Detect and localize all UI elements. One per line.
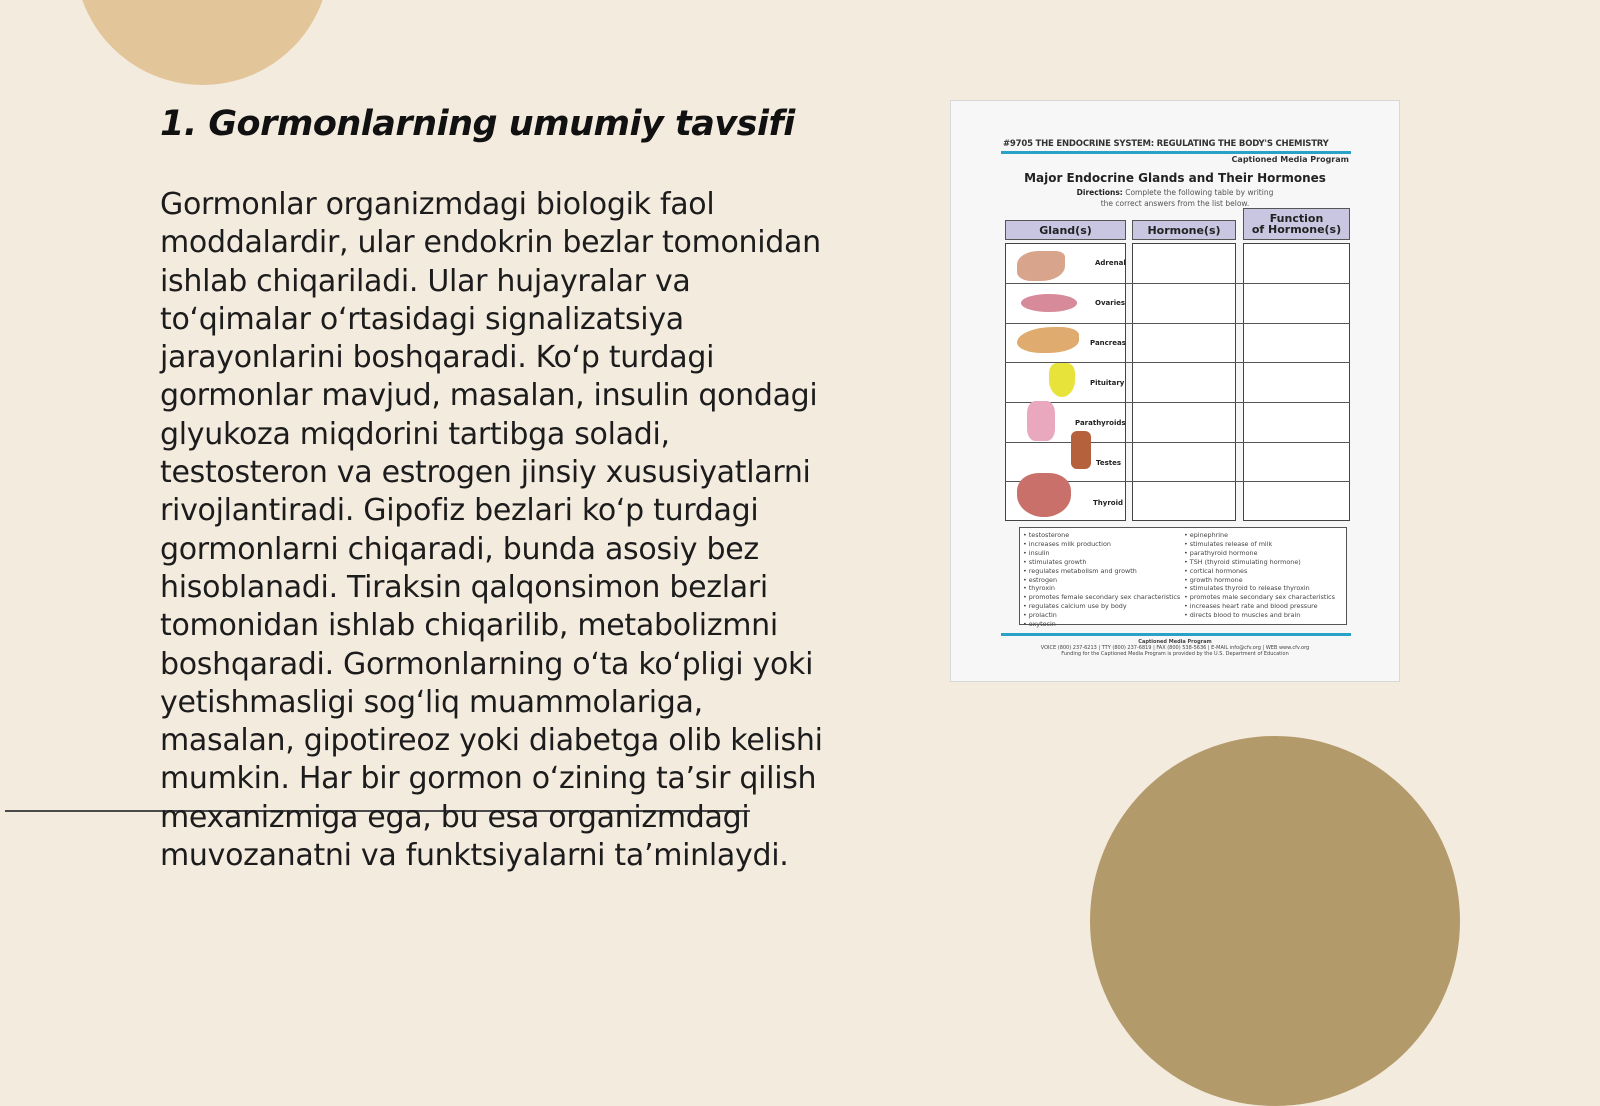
slide-body-text: Gormonlar organizmdagi biologik faol moddalardir, ular endokrin bezlar tomonidan ishlab chiqariladi. Ular hujayralar va to‘qimalar o‘rtasidagi signalizatsiya jarayonlarini boshqaradi. Ko‘p turdagi gormonlar mavjud, masalan, insulin qondagi glyukoza miqdorini tartibga soladi, testosteron va estrogen jinsiy xususiyatlarni rivojlantiradi. Gipofiz bezlari ko‘p turdagi gormonlarni chiqaradi, bunda asosiy bez hisoblanadi. Tiraksin qalqonsimon bezlari tomonidan ishlab chiqarilib, metabolizmni boshqaradi. Gormonlarning o‘ta ko‘pligi yoki yetishmasligi sog‘liq muammolariga, masalan, gipotireoz yoki diabetga olib kelishi mumkin. Har bir gormon o‘zining ta’sir qilish mexanizmiga ega, bu esa organizmdagi muvozanatni va funktsiyalarni ta’minlaydi. bbox=[160, 187, 823, 874]
gland-label-ovaries: Ovaries bbox=[1095, 299, 1126, 307]
word-bank-item: • stimulates growth bbox=[1023, 557, 1087, 566]
col-header-function bbox=[1243, 208, 1350, 240]
decorative-circle-bottom bbox=[1090, 736, 1460, 1106]
endocrine-worksheet-image bbox=[950, 100, 1400, 682]
row-divider bbox=[1005, 442, 1350, 443]
word-bank-item: • stimulates release of milk bbox=[1184, 539, 1273, 548]
gland-label-thyroid: Thyroid bbox=[1093, 499, 1123, 507]
word-bank-item: • stimulates thyroid to release thyroxin bbox=[1184, 584, 1310, 593]
col-header-glands-label: Gland(s) bbox=[1039, 223, 1092, 237]
row-divider bbox=[1005, 283, 1350, 284]
decorative-circle-top bbox=[75, 0, 330, 85]
word-bank-item: • promotes female secondary sex characteristics bbox=[1023, 593, 1181, 602]
function-column bbox=[1243, 243, 1350, 521]
gland-label-testes: Testes bbox=[1096, 459, 1122, 467]
answer-word-bank bbox=[1019, 527, 1347, 629]
word-bank-item: • increases milk production bbox=[1023, 539, 1111, 548]
word-bank-item: • cortical hormones bbox=[1184, 566, 1248, 575]
word-bank-item: • increases heart rate and blood pressure bbox=[1184, 602, 1318, 611]
word-bank-item: • insulin bbox=[1023, 548, 1050, 557]
col-header-function-label-1: Function bbox=[1269, 212, 1324, 225]
footer-line-1: Captioned Media Program bbox=[1138, 639, 1212, 645]
adrenal-illustration bbox=[1017, 251, 1065, 281]
slide-title: 1. Gormonlarning umumiy tavsifi bbox=[160, 104, 795, 144]
thyroid-illustration bbox=[1017, 473, 1071, 517]
pituitary-illustration bbox=[1049, 363, 1075, 397]
worksheet-subheader: Captioned Media Program bbox=[1231, 155, 1349, 164]
gland-label-adrenal: Adrenal bbox=[1095, 259, 1126, 267]
col-header-hormones bbox=[1132, 220, 1236, 240]
word-bank-item: • promotes male secondary sex characteristics bbox=[1184, 593, 1336, 602]
pancreas-illustration bbox=[1017, 327, 1079, 353]
word-bank-item: • oxytocin bbox=[1023, 620, 1056, 629]
word-bank-item: • prolactin bbox=[1023, 611, 1057, 620]
word-bank-left-column bbox=[1023, 531, 1180, 629]
word-bank-item: • regulates metabolism and growth bbox=[1023, 566, 1137, 575]
word-bank-item: • growth hormone bbox=[1184, 575, 1243, 584]
word-bank-item: • testosterone bbox=[1023, 531, 1070, 539]
gland-label-pituitary: Pituitary bbox=[1090, 379, 1125, 387]
word-bank-item: • thyroxin bbox=[1023, 584, 1055, 593]
worksheet-header-rule bbox=[1001, 151, 1351, 154]
word-bank-item: • epinephrine bbox=[1184, 531, 1229, 539]
word-bank-item: • parathyroid hormone bbox=[1184, 548, 1258, 557]
directions-text-2: the correct answers from the list below. bbox=[1100, 199, 1250, 208]
word-bank-item: • regulates calcium use by body bbox=[1023, 602, 1127, 611]
gland-label-parathyroids: Parathyroids bbox=[1075, 419, 1126, 427]
testes-illustration bbox=[1071, 431, 1091, 469]
hormones-column bbox=[1132, 243, 1236, 521]
col-header-glands bbox=[1005, 220, 1126, 240]
worksheet-directions bbox=[951, 187, 1399, 209]
directions-label: Directions: bbox=[1076, 188, 1123, 197]
footer-line-2: VOICE (800) 237-6213 | TTY (800) 237-6819 | FAX (800) 538-5636 | E-MAIL info@cfv.org | WEB www.cfv.org bbox=[1040, 645, 1310, 651]
parathyroids-illustration bbox=[1027, 401, 1055, 441]
word-bank-item: • TSH (thyroid stimulating hormone) bbox=[1184, 557, 1301, 566]
worksheet-footer bbox=[951, 639, 1399, 657]
footer-line-3: Funding for the Captioned Media Program is provided by the U.S. Department of Education bbox=[1061, 651, 1289, 657]
directions-text: Complete the following table by writing bbox=[1125, 188, 1274, 197]
row-divider bbox=[1005, 323, 1350, 324]
ovaries-illustration bbox=[1021, 294, 1077, 312]
gland-label-pancreas: Pancreas bbox=[1090, 339, 1126, 347]
col-header-function-label-2: of Hormone(s) bbox=[1251, 223, 1342, 236]
word-bank-item: • estrogen bbox=[1023, 575, 1058, 584]
word-bank-right-column bbox=[1184, 531, 1335, 620]
worksheet-footer-rule bbox=[1001, 633, 1351, 636]
word-bank-item: • directs blood to muscles and brain bbox=[1184, 611, 1301, 620]
col-header-hormones-label: Hormone(s) bbox=[1147, 223, 1221, 237]
row-divider bbox=[1005, 402, 1350, 403]
worksheet-title: Major Endocrine Glands and Their Hormones bbox=[1024, 171, 1326, 185]
worksheet-header: #9705 THE ENDOCRINE SYSTEM: REGULATING THE BODY'S CHEMISTRY bbox=[1003, 139, 1329, 149]
